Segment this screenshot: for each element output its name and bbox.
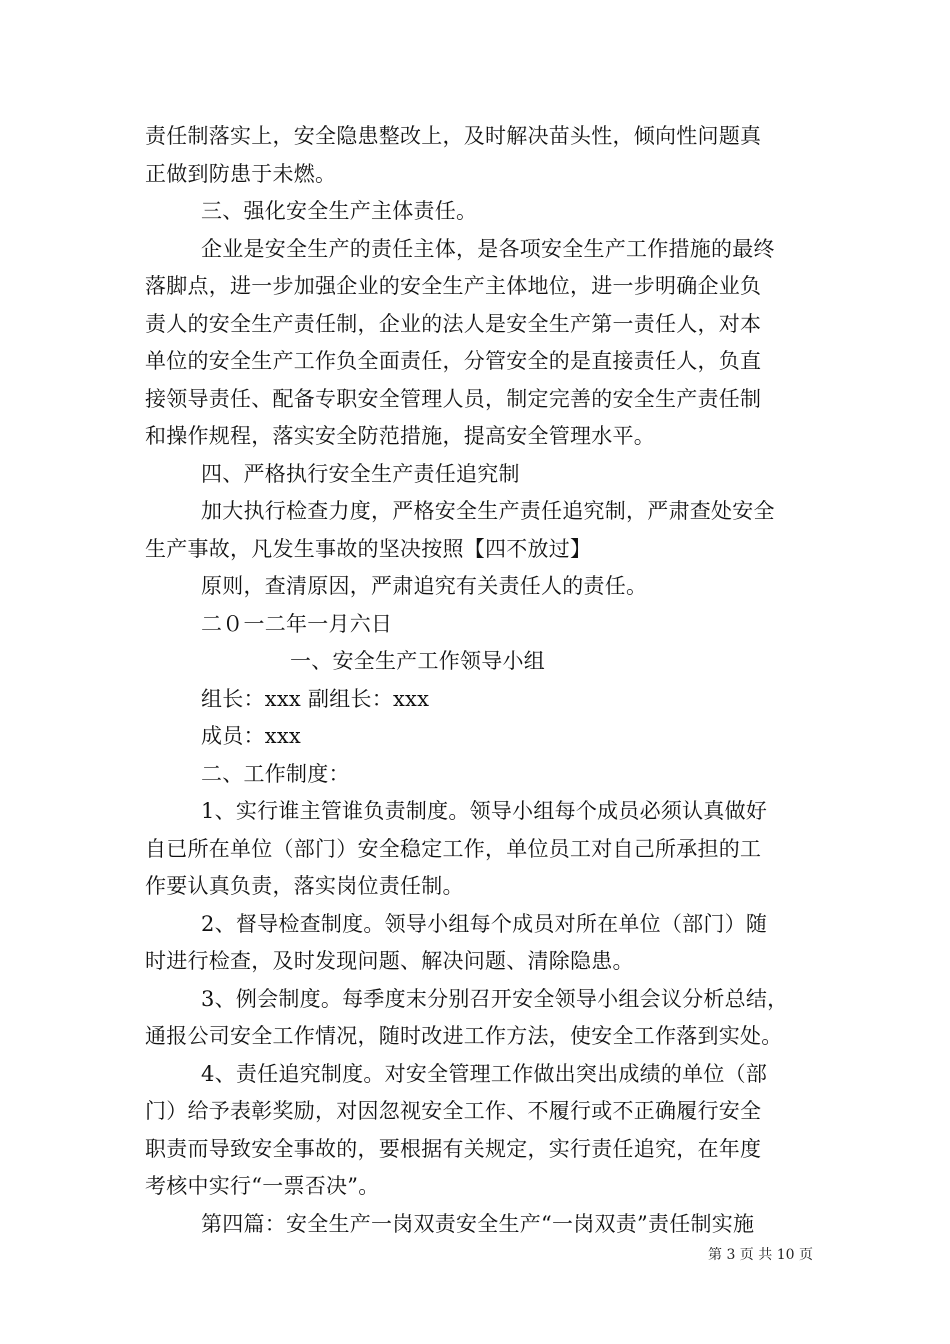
chapter-heading: 第四篇：安全生产一岗双责安全生产“一岗双责”责任制实施 [201,1211,755,1236]
paragraph-line: 责人的安全生产责任制，企业的法人是安全生产第一责任人，对本 [145,311,762,336]
section-heading: 三、强化安全生产主体责任。 [201,199,478,223]
paragraph-line: 正做到防患于未燃。 [145,161,337,186]
paragraph-line: 生产事故，凡发生事故的坚决按照【四不放过】 [145,536,592,561]
paragraph-line: 4、责任追究制度。对安全管理工作做出突出成绩的单位（部 [201,1061,768,1086]
leader-line: 组长：xxx 副组长：xxx [201,686,430,711]
paragraph-line: 企业是安全生产的责任主体，是各项安全生产工作措施的最终 [201,236,775,261]
paragraph-line: 责任制落实上，安全隐患整改上，及时解决苗头性，倾向性问题真 [145,124,762,148]
section-heading: 二、工作制度： [201,761,350,786]
paragraph-line: 作要认真负责，落实岗位责任制。 [145,874,464,898]
paragraph-line: 单位的安全生产工作负全面责任，分管安全的是直接责任人，负直 [145,349,762,373]
paragraph-line: 2、督导检查制度。领导小组每个成员对所在单位（部门）随 [201,911,768,936]
paragraph-line: 通报公司安全工作情况，随时改进工作方法，使安全工作落到实处。 [145,1024,783,1048]
document-body [145,118,807,1243]
paragraph-line: 3、例会制度。每季度末分别召开安全领导小组会议分析总结， [201,986,789,1011]
paragraph-line: 考核中实行“一票否决”。 [145,1174,380,1198]
section-title: 一、安全生产工作领导小组 [290,649,545,673]
section-heading: 四、严格执行安全生产责任追究制 [201,461,520,486]
paragraph-line: 门）给予表彰奖励，对因忽视安全工作、不履行或不正确履行安全 [145,1099,762,1123]
document-date: 二０一二年一月六日 [201,611,393,636]
paragraph-line: 接领导责任、配备专职安全管理人员，制定完善的安全生产责任制 [145,386,762,411]
paragraph-line: 落脚点，进一步加强企业的安全生产主体地位，进一步明确企业负 [145,274,762,298]
paragraph-line: 1、实行谁主管谁负责制度。领导小组每个成员必须认真做好 [201,799,768,823]
page-number: 第 3 页 共 10 页 [708,1247,813,1263]
paragraph-line: 和操作规程，落实安全防范措施，提高安全管理水平。 [145,424,655,448]
paragraph-line: 自已所在单位（部门）安全稳定工作，单位员工对自己所承担的工 [145,836,762,861]
members-line: 成员：xxx [201,724,302,748]
paragraph-line: 职责而导致安全事故的，要根据有关规定，实行责任追究，在年度 [145,1136,762,1161]
paragraph-line: 时进行检查，及时发现问题、解决问题、清除隐患。 [145,949,634,973]
paragraph-line: 加大执行检查力度，严格安全生产责任追究制，严肃查处安全 [201,499,775,523]
paragraph-line: 原则，查清原因，严肃追究有关责任人的责任。 [201,574,648,598]
